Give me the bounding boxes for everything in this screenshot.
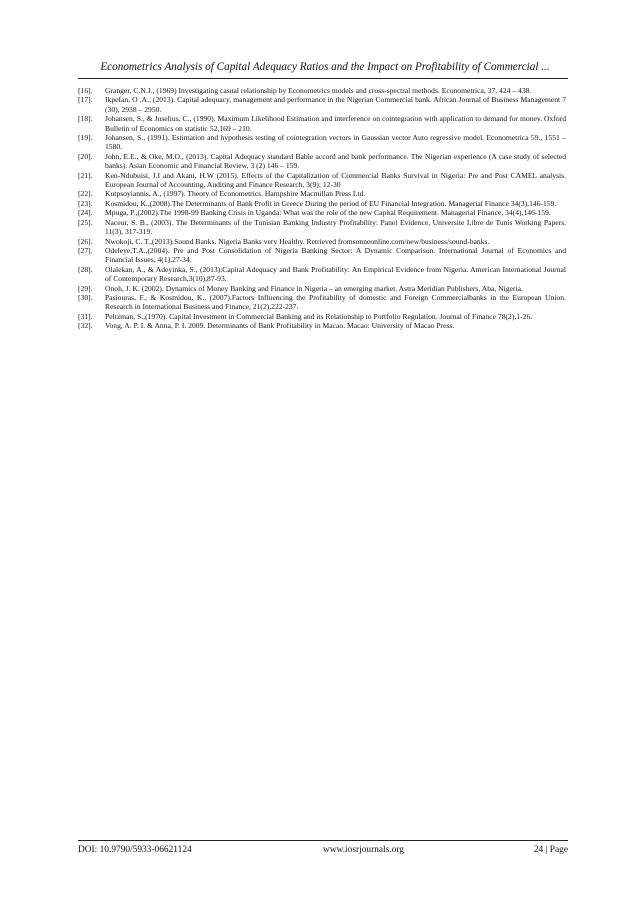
reference-text: John, E.E., & Oke, M.O., (2013). Capital Adequacy standard Bable accord and bank performance. The Nigerian experience (A case study of selected banks). Asian Economic and Financial Review, 3 (2) 146 – 159. [105,151,566,171]
reference-item [78,321,566,330]
reference-text: Johansen, S., (1991). Estimation and hypothesis testing of cointegration vectors in Gaussian vector Auto regressive model. Econometrica 59., 1551 – 1580. [105,133,566,152]
running-header-title: Econometrics Analysis of Capital Adequacy Ratios and the Impact on Profitability of Commercial ... [100,61,550,73]
reference-item [78,312,566,321]
reference-item [78,95,566,114]
reference-number: [22]. [78,189,93,199]
reference-item [78,171,566,190]
reference-item [78,208,566,217]
reference-number: [26]. [78,236,93,246]
footer-divider [78,840,568,841]
reference-number: [32]. [78,321,93,331]
reference-text: Ken-Ndubuisi, J.I and Akani, H.W (2015). Effects of the Capitalization of Commercial Banks Survival in Nigeria: Pre and Post CAMEL analysis. European Journal of Accounting, Auditing and Finance Research, 3(9); 12-30 [105,170,566,190]
reference-item [78,237,566,246]
reference-number: [17]. [78,95,93,105]
reference-number: [28]. [78,264,93,274]
reference-item [78,265,566,284]
reference-number: [24]. [78,208,93,218]
reference-item [78,293,566,312]
reference-item [78,133,566,152]
reference-number: [18]. [78,114,93,124]
reference-text: Johansen, S., & Juselius, C., (1990). Maximum Likelihood Estimation and interference on cointegration with application to demand for money. Oxford Bulletin of Economics on statistic 52,169 – 210. [105,114,566,133]
reference-number: [25]. [78,217,93,227]
reference-text: Onoh, J. K. (2002). Dynamics of Money Banking and Finance in Nigeria – an emerging market. Astra Meridian Publishers, Aba, Nigeria. [105,283,523,293]
reference-text: Odeleye,T.A.,(2004). Pre and Post Consolidation of Nigeria Banking Sector: A Dynamic Comparison. International Journal of Economics and Financial Issues, 4(1),27-34. [105,245,566,265]
reference-text: Granger, C.N.J., (1969) Investigating casual relationship by Econometrics models and cross-spectral methods. Econometrica, 37, 424 – 438. [105,86,532,95]
reference-text: Kutpsoyiannis, A., (1997). Theory of Econometrics. Hampshire Macmillan Press Ltd. [105,189,366,199]
footer-website-link[interactable]: www.iosrjournals.org [323,845,404,855]
reference-text: Peltzman, S.,(1970). Capital Investment in Commercial Banking and its Relationship to Portfolio Regulation. Journal of Finance 78(2),1-26. [105,311,533,321]
reference-number: [27]. [78,245,93,255]
reference-text: Olalekan, A., & Adeyinka, S., (2013):Capital Adequacy and Bank Profitability: An Empirical Evidence from Nigeria. American International Journal of Contemporary Research,3(10),87-93. [105,264,566,284]
reference-number: [21]. [78,170,93,180]
footer-page-number: 24 | Page [533,845,568,855]
reference-number: [31]. [78,311,93,321]
reference-item [78,246,566,265]
reference-item [78,199,566,208]
reference-item [78,86,566,95]
footer-doi: DOI: 10.9790/5933-06621124 [78,845,192,855]
reference-text: Ikpefan, O .A., (2013). Capital adequacy, management and performance in the Nigerian Commercial bank. African Journal of Business Management 7 (30), 2938 – 2950. [105,95,566,114]
reference-text: Pasiouras, F., & Kosmidou, K., (2007).Factors Influencing the Profitability of domestic and Foreign Commercialbanks in the European Union. Research in International Business and Finance, 21(2),222-237. [105,292,566,312]
reference-number: [19]. [78,133,93,143]
reference-text: Mpuga, P.,(2002).The 1998-99 Banking Crisis in Uganda: What was the role of the new Capital Requirement. Managerial Finance, 34(4),146-159. [105,208,551,218]
reference-text: Kosmidou, K.,(2008).The Determinants of Bank Profit in Greece During the period of EU Financial Integration. Managerial Finance 34(3),146-159. [105,198,557,208]
reference-item [78,152,566,171]
reference-number: [30]. [78,292,93,302]
reference-number: [20]. [78,151,93,161]
reference-text: Naceur, S. B., (2003). The Determinants of the Tunisian Banking Industry Profitability: Panel Evidence, Universite Libre de Tunis Working Papers. 11(3), 317-319. [105,217,566,237]
reference-item [78,284,566,293]
reference-item [78,114,566,133]
reference-number: [29]. [78,283,93,293]
reference-number: [16]. [78,86,93,95]
reference-item [78,218,566,237]
header-divider [78,78,568,79]
reference-list [78,86,566,331]
reference-text: Nwokoji, C. T.,(2013).Sound Banks. Nigeria Banks very Healthy. Retrieved fromsunneonline.com/new/business/sound-banks. [105,236,490,246]
reference-text: Vong, A. P. I. & Anna, P. I. 2009. Determinants of Bank Profitability in Macao. Macao: University of Macao Press. [105,321,455,331]
reference-item [78,189,566,198]
reference-number: [23]. [78,198,93,208]
